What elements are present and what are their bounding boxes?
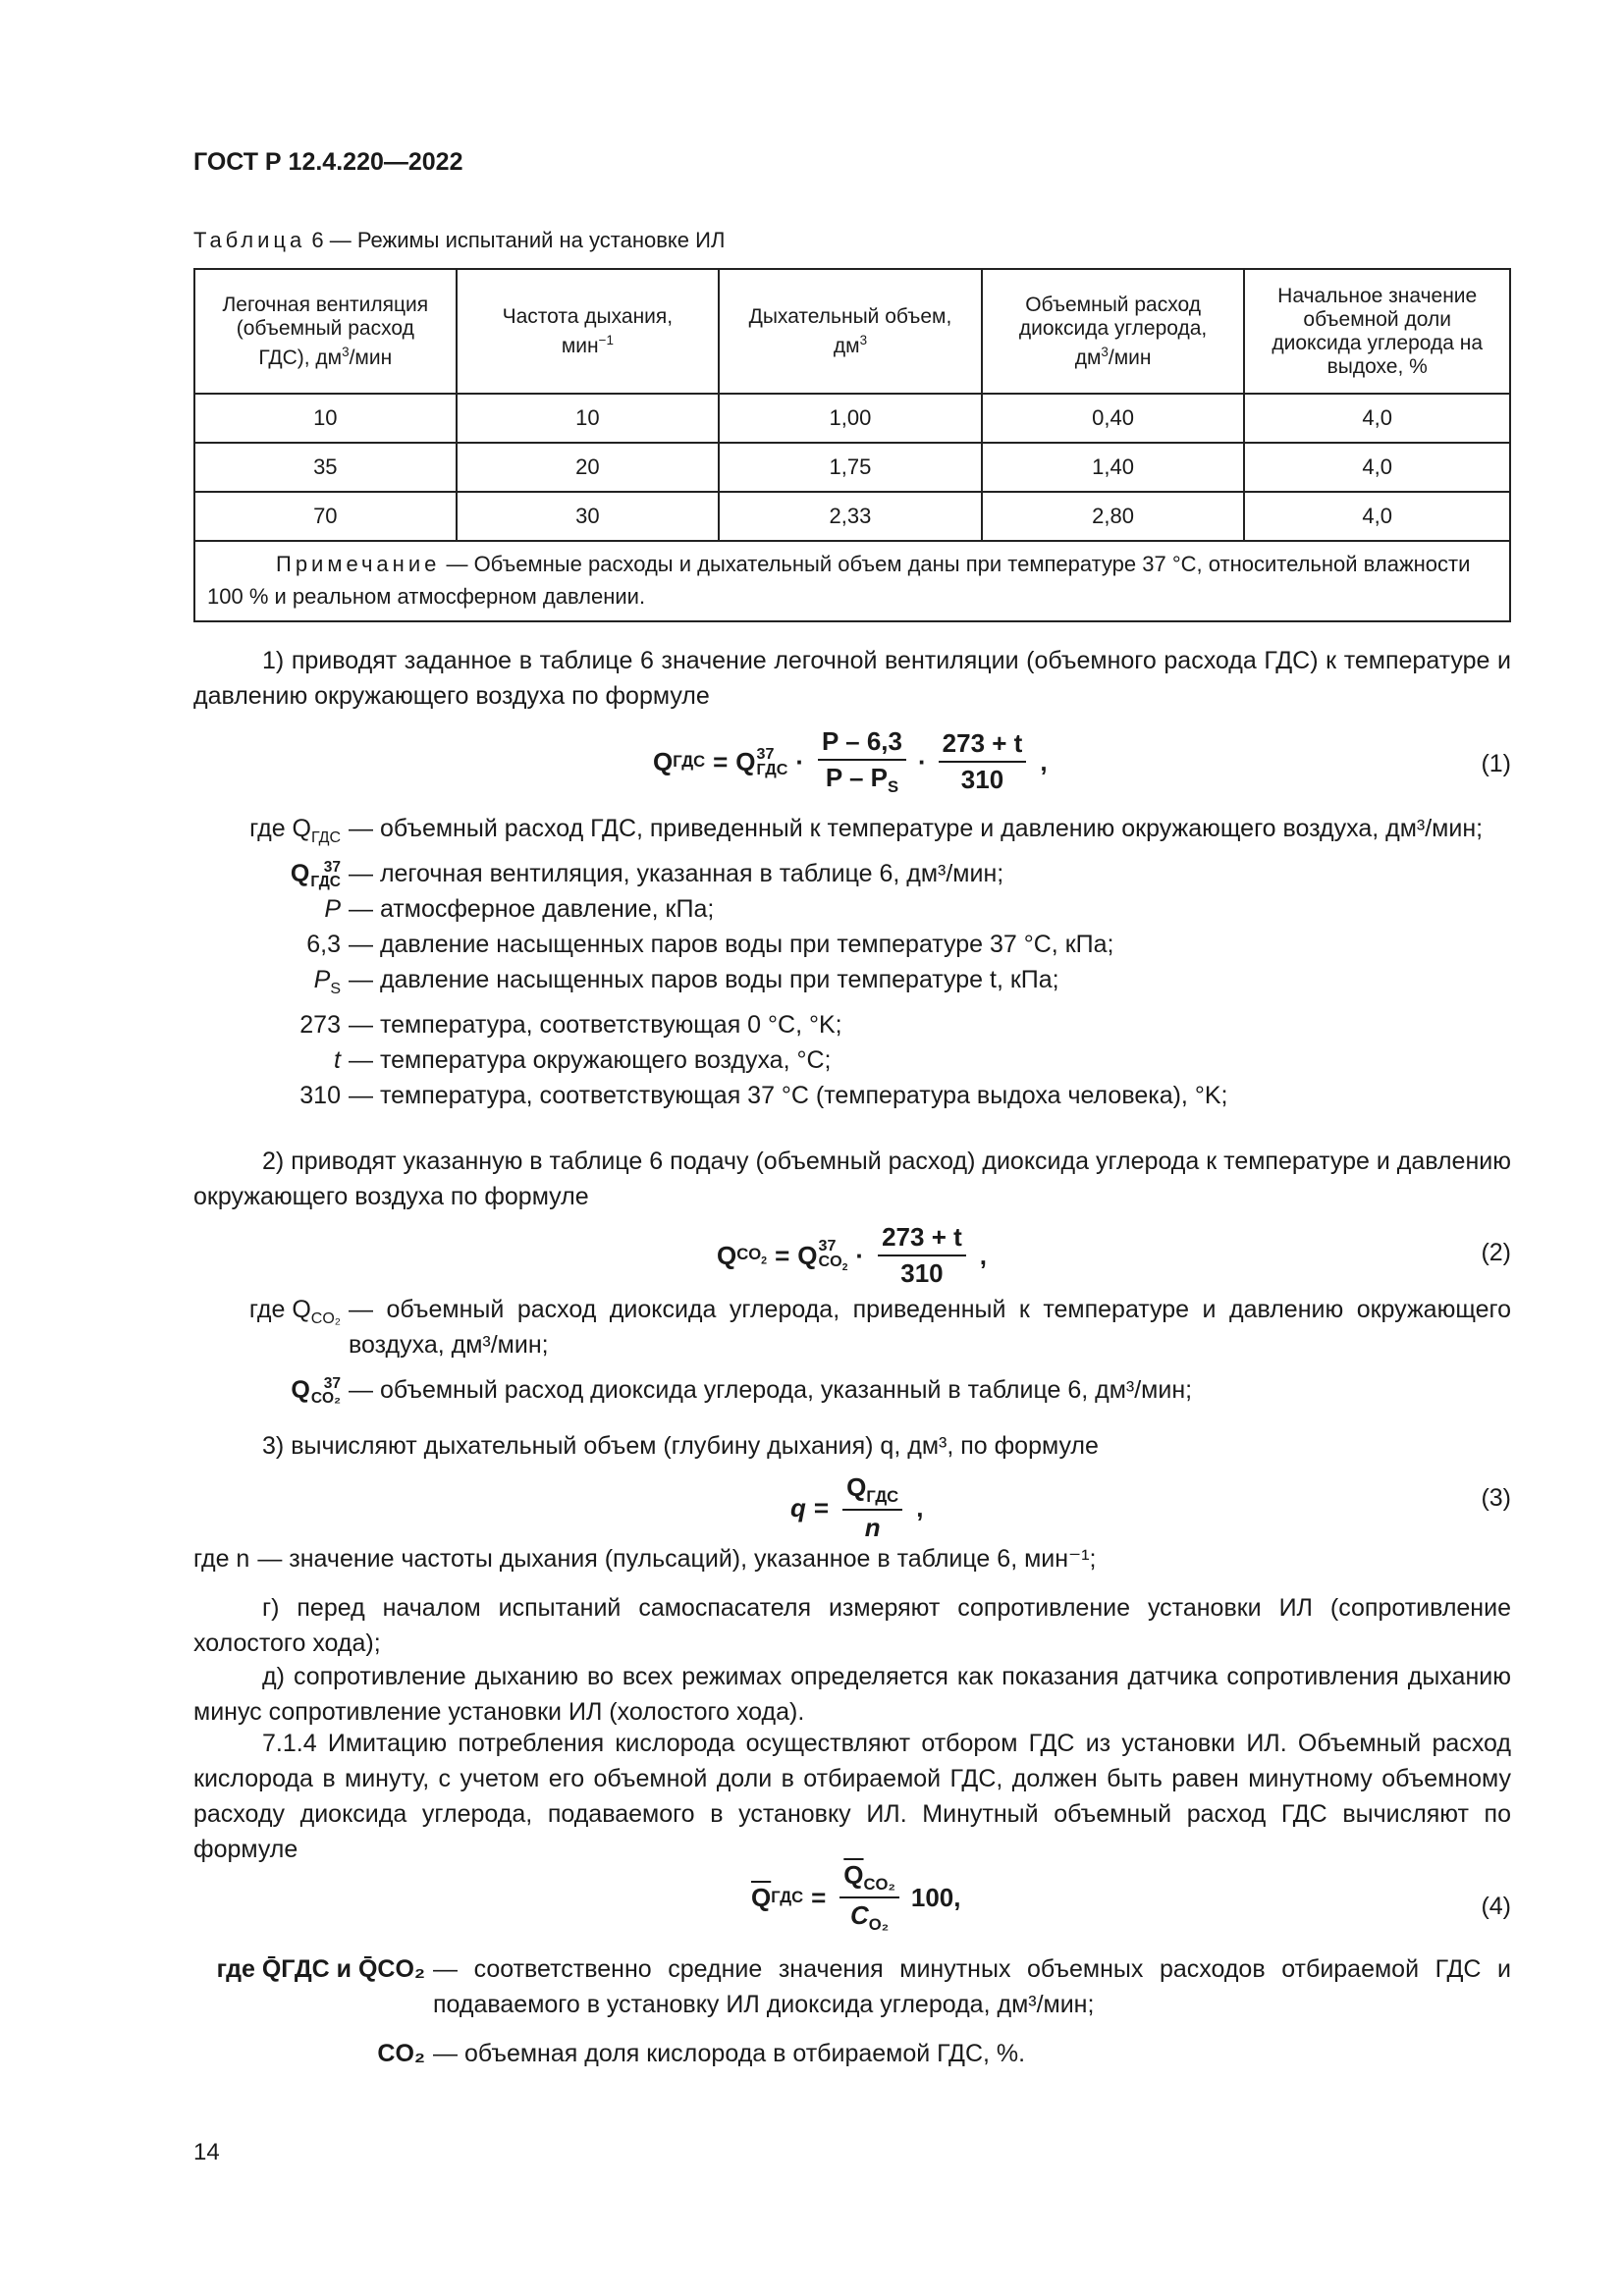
- modes-table: [193, 268, 1511, 622]
- table-cell: 70: [194, 492, 457, 541]
- legend-item: где n — значение частоты дыхания (пульсаций), указанное в таблице 6, мин⁻¹;: [193, 1545, 1097, 1573]
- table-caption: [193, 228, 725, 253]
- table-header-row: [194, 269, 1510, 394]
- table-cell: 1,00: [719, 394, 982, 443]
- table-cell: 0,40: [982, 394, 1245, 443]
- formula-4: $\overline{Q}$ ГДС = $\frac{\overline{Q}_{CO_2}}{C_{O_2}}$ 100,: [751, 1860, 961, 1935]
- table-cell: 35: [194, 443, 457, 492]
- legend-item: где $Q_{CO_2}$ — объемный расход диоксида углерода, приведенный к температуре и давлению окружающего воздуха, дм³/мин;: [248, 1296, 1511, 1359]
- legend-item: P — атмосферное давление, кПа;: [324, 895, 715, 923]
- formula-2: Q $CO_2$ = Q 37 $CO_2$ · $\frac{273 + t}{310}$ ,: [717, 1222, 987, 1288]
- formula-3: q = $\frac{Q_{ГДС}}{n}$ ,: [790, 1472, 924, 1543]
- page-number: 14: [193, 2139, 220, 2165]
- table-row: [194, 492, 1510, 541]
- legend-item: 273 — температура, соответствующая 0 °С, °K;: [299, 1011, 842, 1039]
- note-label: Примечание: [276, 552, 441, 576]
- table-cell: 10: [194, 394, 457, 443]
- legend-item: Q 37 ГДС — легочная вентиляция, указанная в таблице 6, дм³/мин;: [290, 858, 1004, 891]
- table-note: [194, 541, 1510, 621]
- table-row: [194, 394, 1510, 443]
- paragraph-d: д) сопротивление дыханию во всех режимах определяется как показания датчика сопротивления дыханию минус сопротивление установки ИЛ (холостого хода).: [193, 1663, 1511, 1726]
- header-cell-co2-flow: Объемный расход диоксида углерода, $дм^3$/мин: [982, 269, 1245, 394]
- legend-item: где Q̄ГДС и Q̄CO₂ — соответственно средние значения минутных объемных расходов отбираемой ГДС и подаваемого в установку ИЛ диоксида углерода, дм³/мин;: [216, 1955, 1511, 2018]
- table-cell: 20: [457, 443, 720, 492]
- paragraph-g: г) перед началом испытаний самоспасателя измеряют сопротивление установки ИЛ (сопротивление холостого хода);: [193, 1594, 1511, 1657]
- table-cell: 30: [457, 492, 720, 541]
- legend-item: 6,3 — давление насыщенных паров воды при температуре 37 °С, кПа;: [306, 931, 1114, 958]
- formula-3-number: (3): [1481, 1484, 1511, 1512]
- legend-item: где $Q_{ГДС}$ — объемный расход ГДС, приведенный к температуре и давлению окружающего воздуха, дм³/мин;: [249, 815, 1484, 846]
- table-cell: 4,0: [1244, 492, 1510, 541]
- legend-item: $P_S$ — давление насыщенных паров воды при температуре t, кПа;: [313, 966, 1059, 997]
- table-note-row: [194, 541, 1510, 621]
- formula-1-number: (1): [1481, 750, 1511, 777]
- note-text: — Объемные расходы и дыхательный объем даны при температуре 37 °С, относительной влажности 100 % и реальном атмосферном давлении.: [207, 552, 1471, 609]
- formula-4-number: (4): [1481, 1893, 1511, 1920]
- legend-item: t — температура окружающего воздуха, °С;: [334, 1046, 832, 1074]
- formula-4-legend: [193, 1951, 1511, 2071]
- table-cell: 10: [457, 394, 720, 443]
- table-row: [194, 443, 1510, 492]
- table-cell: 2,33: [719, 492, 982, 541]
- table-caption-label: Таблица: [193, 228, 306, 252]
- table-cell: 1,40: [982, 443, 1245, 492]
- formula-1: Q ГДС = Q 37 ГДС · $\frac{P - 6,3}{P - P_S}$ · $\frac{273 + t}{310}$ ,: [653, 726, 1048, 797]
- formula-1-legend: [193, 811, 1511, 1113]
- paragraph-3: 3) вычисляют дыхательный объем (глубину дыхания) q, дм³, по формуле: [262, 1432, 1099, 1460]
- formula-3-legend: [193, 1541, 1511, 1576]
- table-caption-title: 6 — Режимы испытаний на установке ИЛ: [311, 228, 726, 252]
- legend-item: Q 37 CO₂ — объемный расход диоксида углерода, указанный в таблице 6, дм³/мин;: [291, 1374, 1193, 1408]
- legend-item: 310 — температура, соответствующая 37 °С (температура выдоха человека), °K;: [299, 1082, 1228, 1109]
- table-cell: 1,75: [719, 443, 982, 492]
- formula-2-number: (2): [1481, 1239, 1511, 1266]
- table-cell: 2,80: [982, 492, 1245, 541]
- paragraph-7-1-4: 7.1.4 Имитацию потребления кислорода осуществляют отбором ГДС из установки ИЛ. Объемный расход кислорода в минуту, с учетом его объемной доли в отбираемой ГДС, должен быть равен минутному объемному расходу диоксида углерода, подаваемого в установку ИЛ. Минутный объемный расход ГДС вычисляют по формуле: [193, 1730, 1511, 1863]
- formula-2-legend: [193, 1292, 1511, 1408]
- header-cell-volume: Дыхательный объем, $дм^3$: [719, 269, 982, 394]
- table-cell: 4,0: [1244, 394, 1510, 443]
- paragraph-1: 1) приводят заданное в таблице 6 значение легочной вентиляции (объемного расхода ГДС) к температуре и давлению окружающего воздуха по формуле: [193, 647, 1512, 710]
- header-cell-co2-fraction: Начальное значение объемной доли диоксида углерода на выдохе, %: [1244, 269, 1510, 394]
- table-cell: 4,0: [1244, 443, 1510, 492]
- header-cell-ventilation: Легочная вентиляция (объемный расход ГДС), $дм^3$/мин: [194, 269, 457, 394]
- header-cell-frequency: Частота дыхания, мин$^{-1}$: [457, 269, 720, 394]
- legend-item: CO₂ — объемная доля кислорода в отбираемой ГДС, %.: [377, 2040, 1026, 2067]
- paragraph-2: 2) приводят указанную в таблице 6 подачу (объемный расход) диоксида углерода к температуре и давлению окружающего воздуха по формуле: [193, 1148, 1511, 1210]
- document-header: ГОСТ Р 12.4.220—2022: [193, 148, 463, 176]
